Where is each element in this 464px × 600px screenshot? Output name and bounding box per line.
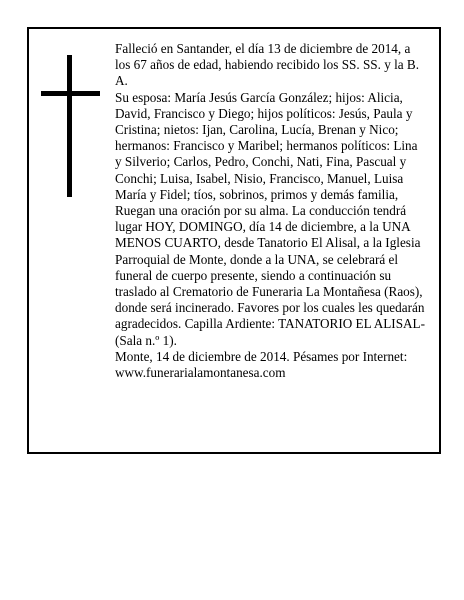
- cross-vertical-bar: [67, 55, 72, 197]
- obituary-notice: [27, 27, 441, 454]
- funeral-details: Ruegan una oración por su alma. La conducción tendrá lugar HOY, DOMINGO, día 14 de diciembre, a la UNA MENOS CUARTO, desde Tanatorio El Alisal, a la Iglesia Parroquial de Monte, donde a la UNA, se celebrará el funeral de cuerpo presente, siendo a continuación su traslado al Crematorio de Funeraria La Montañesa (Raos), donde será incinerado. Favores por los cuales les quedarán agradecidos. Capilla Ardiente: TANATORIO EL ALISAL-(Sala n.º 1).: [115, 203, 426, 348]
- cross-icon: [41, 55, 101, 197]
- place-date-condolences: Monte, 14 de diciembre de 2014. Pésames por Internet: www.funerarialamontanesa.com: [115, 348, 408, 381]
- notice-text: [115, 41, 425, 381]
- death-announcement: Falleció en Santander, el día 13 de diciembre de 2014, a los 67 años de edad, habiendo recibido los SS. SS. y la B. A.: [115, 41, 420, 89]
- family-list: Su esposa: María Jesús García González; hijos: Alicia, David, Francisco y Diego; hijos políticos: Jesús, Paula y Cristina; nietos: Ijan, Carolina, Lucía, Brenan y Nico; hermanos: Francisco y Maribel; hermanos políticos: Lina y Silverio; Carlos, Pedro, Conchi, Nati, Fina, Pascual y Conchi; Luisa, Isabel, Nisio, Francisco, Manuel, Luisa María y Fidel; tíos, sobrinos, primos y demás familia,: [115, 89, 418, 202]
- cross-horizontal-bar: [41, 91, 100, 96]
